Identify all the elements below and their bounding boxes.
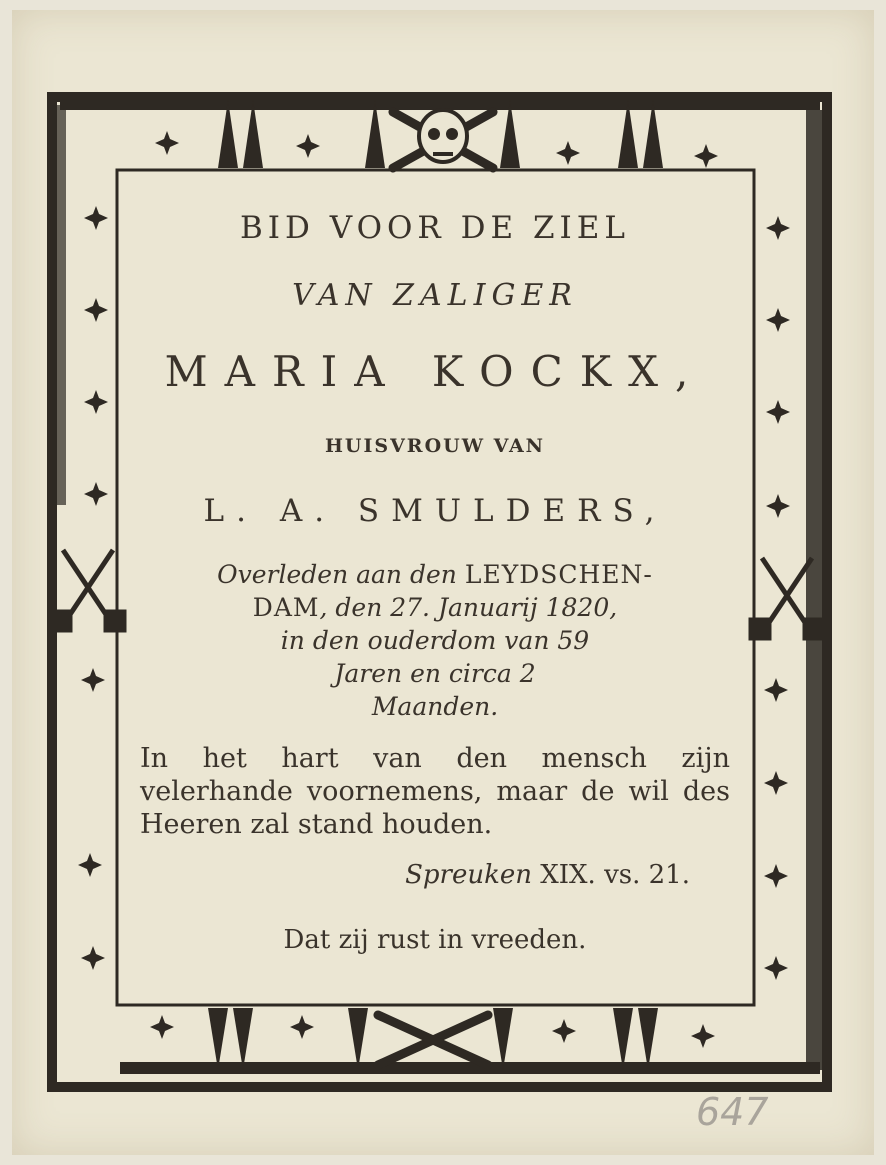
closing-prayer: Dat zij rust in vreeden. (283, 925, 587, 955)
bible-verse: In het hart van den mensch zijn velerhande voornemens, maar de wil des Heeren zal stand houden. (140, 743, 730, 840)
handwritten-number: 647 (696, 1090, 769, 1134)
skull-icon (393, 110, 493, 168)
prayer-heading: BID VOOR DE ZIEL (240, 210, 630, 246)
husband-name: L. A. SMULDERS, (203, 493, 667, 529)
death-details: Overleden aan den LEYDSCHEN- DAM, den 27. Januarij 1820, in den ouderdom van 59 Jaren en circa 2 Maanden. (217, 560, 653, 721)
deceased-name: MARIA KOCKX, (164, 347, 706, 396)
crossed-bones-icon (378, 1015, 488, 1065)
crossed-spades-icon-left (52, 550, 124, 630)
verse-reference: Spreuken XIX. vs. 21. (405, 860, 690, 890)
relation-label: HUISVROUW VAN (324, 435, 546, 457)
prayer-subheading: VAN ZALIGER (292, 278, 578, 313)
